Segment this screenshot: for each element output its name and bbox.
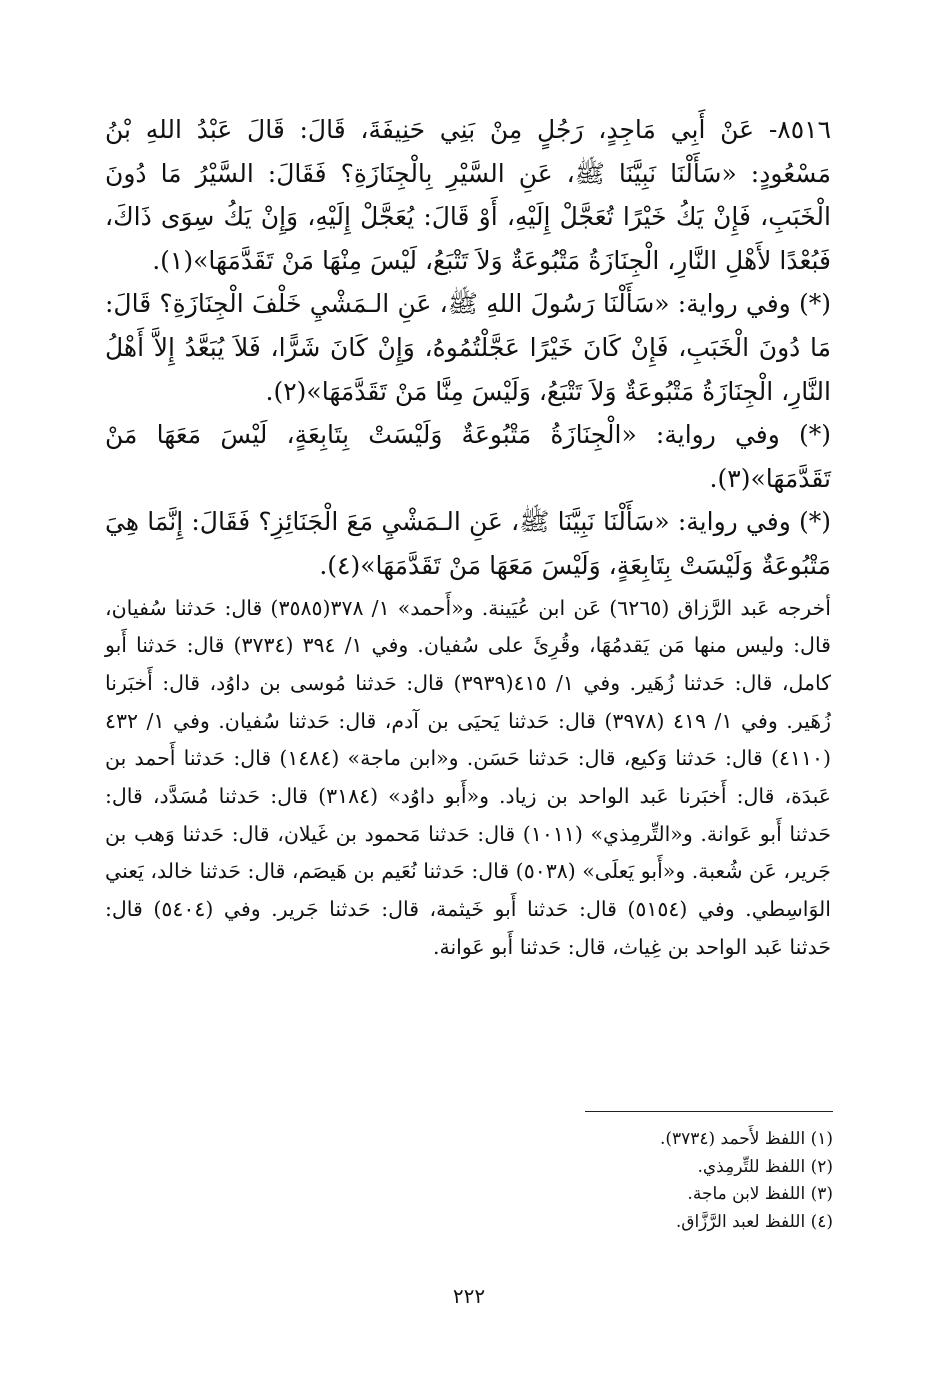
main-text-block [105,108,831,967]
footnote-3: (٣) اللفظ لابن ماجة. [687,1184,833,1204]
takhrij-block [105,590,831,967]
hadith-variant-3: (*) وفي رواية: «سَأَلْنَا نَبِيَّنَا ﷺ، عَنِ الـمَشْيِ مَعَ الْجَنَائِزِ؟ فَقَالَ: إِنَّمَا هِيَ مَتْبُوعَةٌ وَلَيْسَتْ بِتَابِعَةٍ، وَلَيْسَ مَعَهَا مَنْ تَقَدَّمَهَا»(٤). [105,507,831,580]
footnote-4: (٤) اللفظ لعبد الرَّزَّاق. [675,1211,833,1232]
footnote-1: (١) اللفظ لأَحمد (٣٧٣٤). [659,1129,833,1149]
hadith-variant-2: (*) وفي رواية: «الْجِنَازَةُ مَتْبُوعَةٌ وَلَيْسَتْ بِتَابِعَةٍ، لَيْسَ مَعَهَا مَنْ تَقَدَّمَهَا»(٣). [105,420,831,493]
hadith-variant-1: (*) وفي رواية: «سَأَلْنَا رَسُولَ اللهِ ﷺ، عَنِ الـمَشْيِ خَلْفَ الْجِنَازَةِ؟ قَالَ: مَا دُونَ الْخَبَبِ، فَإِنْ كَانَ خَيْرًا عَجَّلْتُمُوهُ، وَإِنْ كَانَ شَرًّا، فَلاَ يُبَعَّدُ إِلاَّ أَهْلُ النَّارِ، الْجِنَازَةُ مَتْبُوعَةٌ وَلاَ تَتْبَعُ، وَلَيْسَ مِنَّا مَنْ تَقَدَّمَهَا»(٢). [105,289,831,406]
footnotes [433,1126,833,1236]
footnote-2: (٢) اللفظ للتِّرمِذي. [697,1156,833,1177]
takhrij-text: أخرجه عَبد الرَّزاق (٦٢٦٥) عَن ابن عُيَينة. و«أَحمد» ١/ ٣٧٨(٣٥٨٥) قال: حَدثنا سُفيان، قال: وليس منها مَن يَقدمُهَا، وقُرِئَ على سُفيان. وفي ١/ ٣٩٤ (٣٧٣٤) قال: حَدثنا أَبو كامل، قال: حَدثنا زُهَير. وفي ١/ ٤١٥(٣٩٣٩) قال: حَدثنا مُوسى بن داوُد، قال: أَخبَرنا زُهَير. وفي ١/ ٤١٩ (٣٩٧٨) قال: حَدثنا يَحيَى بن آدم، قال: حَدثنا سُفيان. وفي ١/ ٤٣٢ (٤١١٠) قال: حَدثنا وَكيع، قال: حَدثنا حَسَن. و«ابن ماجة» (١٤٨٤) قال: حَدثنا أَحمد بن عَبدَة، قال: أَخبَرنا عَبد الواحد بن زياد. و«أَبو داوُد» (٣١٨٤) قال: حَدثنا مُسَدَّد، قال: حَدثنا أَبو عَوانة. و«التِّرمِذي» (١٠١١) قال: حَدثنا مَحمود بن غَيلان، قال: حَدثنا وَهب بن جَرير، عَن شُعبة. و«أَبو يَعلَى» (٥٠٣٨) قال: حَدثنا نُعَيم بن هَيصَم، قال: حَدثنا خالد، يَعني الوَاسِطي. وفي (٥١٥٤) قال: حَدثنا أَبو خَيثمة، قال: حَدثنا جَرير. وفي (٥٤٠٤) قال: حَدثنا عَبد الواحد بن غِياث، قال: حَدثنا أَبو عَوانة. [105,595,832,959]
hadith-block [105,108,831,588]
page-number: ٢٢٢ [452,1284,486,1308]
hadith-main-text: ٨٥١٦- عَنْ أَبِي مَاجِدٍ، رَجُلٍ مِنْ بَنِي حَنِيفَةَ، قَالَ: قَالَ عَبْدُ اللهِ بْنُ مَسْعُودٍ: «سَأَلْنَا نَبِيَّنَا ﷺ، عَنِ السَّيْرِ بِالْجِنَازَةِ؟ فَقَالَ: السَّيْرُ مَا دُونَ الْخَبَبِ، فَإِنْ يَكُ خَيْرًا تُعَجَّلْ إِلَيْهِ، أَوْ قَالَ: يُعَجَّلْ إِلَيْهِ، وَإِنْ يَكُ سِوَى ذَاكَ، فَبُعْدًا لأَهْلِ النَّارِ، الْجِنَازَةُ مَتْبُوعَةٌ وَلاَ تَتْبَعُ، لَيْسَ مِنْهَا مَنْ تَقَدَّمَهَا»(١). [105,115,831,275]
footnote-divider [585,1111,833,1112]
